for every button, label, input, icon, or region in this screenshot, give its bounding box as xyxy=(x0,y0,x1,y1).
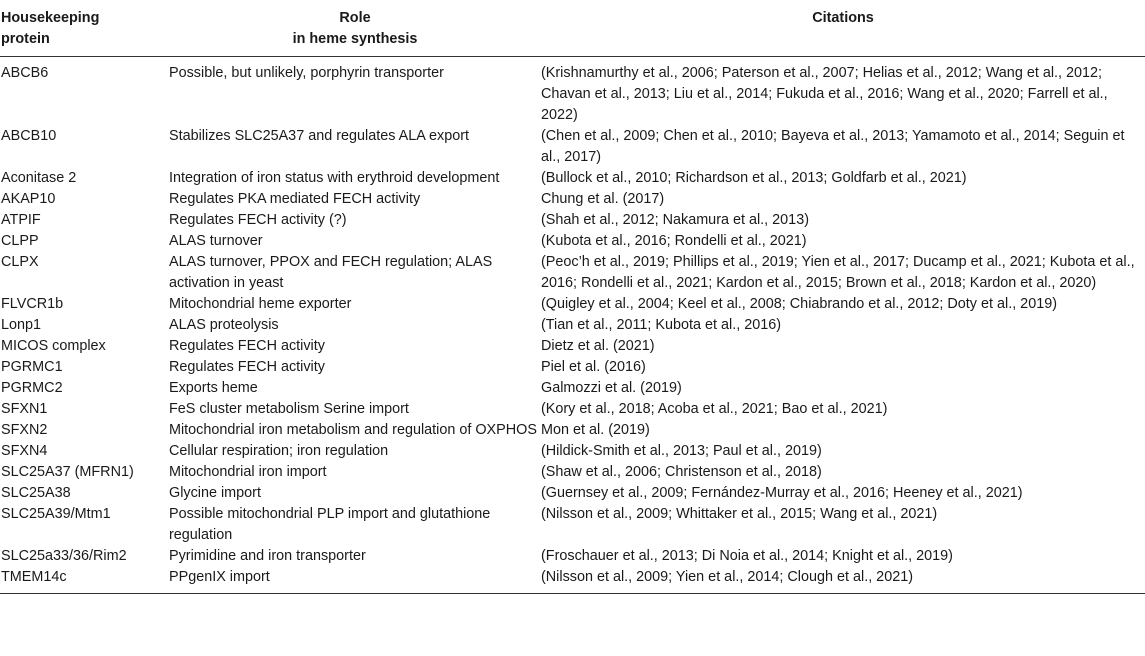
protein-cell: Aconitase 2 xyxy=(1,170,77,186)
role-cell: FeS cluster metabolism Serine import xyxy=(169,401,409,417)
citations-cell: Piel et al. (2016) xyxy=(541,359,646,375)
role-cell: Exports heme xyxy=(169,380,258,396)
table-row xyxy=(0,189,1145,210)
header-protein-line2: protein xyxy=(1,31,50,47)
table-row xyxy=(0,504,1145,546)
role-cell: ALAS turnover, PPOX and FECH regulation; ALAS activation in yeast xyxy=(169,254,493,291)
table-row xyxy=(0,441,1145,462)
table-row xyxy=(0,378,1145,399)
role-cell: Cellular respiration; iron regulation xyxy=(169,443,389,459)
role-cell: Regulates PKA mediated FECH activity xyxy=(169,191,421,207)
citations-cell: (Tian et al., 2011; Kubota et al., 2016) xyxy=(541,317,781,333)
citations-cell: (Quigley et al., 2004; Keel et al., 2008; Chiabrando et al., 2012; Doty et al., 2019) xyxy=(541,296,1057,312)
role-cell: Pyrimidine and iron transporter xyxy=(169,548,366,564)
table-row xyxy=(0,315,1145,336)
citations-cell: (Kubota et al., 2016; Rondelli et al., 2021) xyxy=(541,233,807,249)
citations-cell: Dietz et al. (2021) xyxy=(541,338,655,354)
table-row xyxy=(0,546,1145,567)
protein-cell: Lonp1 xyxy=(1,317,42,333)
protein-cell: FLVCR1b xyxy=(1,296,64,312)
citations-cell: Mon et al. (2019) xyxy=(541,422,650,438)
role-cell: Regulates FECH activity (?) xyxy=(169,212,347,228)
header-role-line1: Role xyxy=(339,10,371,26)
role-cell: Mitochondrial iron metabolism and regulation of OXPHOS xyxy=(169,422,537,438)
table-row xyxy=(0,294,1145,315)
citations-cell: (Shah et al., 2012; Nakamura et al., 2013) xyxy=(541,212,809,228)
citations-cell: (Nilsson et al., 2009; Yien et al., 2014; Clough et al., 2021) xyxy=(541,567,1145,594)
protein-cell: SLC25A37 (MFRN1) xyxy=(1,464,134,480)
header-role-line2: in heme synthesis xyxy=(292,31,418,47)
citations-cell: Chung et al. (2017) xyxy=(541,191,665,207)
citations-cell: (Nilsson et al., 2009; Whittaker et al., 2015; Wang et al., 2021) xyxy=(541,506,938,522)
protein-cell: ABCB6 xyxy=(1,65,49,81)
table-row xyxy=(0,57,1145,127)
role-cell: Mitochondrial heme exporter xyxy=(169,296,352,312)
protein-cell: PGRMC1 xyxy=(1,359,63,375)
table-body xyxy=(0,57,1145,594)
protein-cell: PGRMC2 xyxy=(1,380,63,396)
role-cell: Glycine import xyxy=(169,485,261,501)
table-row xyxy=(0,231,1145,252)
citations-cell: (Krishnamurthy et al., 2006; Paterson et al., 2007; Helias et al., 2012; Wang et al., 2012; Chavan et al., 2013; Liu et al., 2014; Fukuda et al., 2016; Wang et al., 2020; Farrell et al., 2022) xyxy=(541,65,1108,123)
table-row xyxy=(0,210,1145,231)
table-header xyxy=(0,0,1145,57)
protein-cell: MICOS complex xyxy=(1,338,106,354)
protein-cell: SFXN2 xyxy=(1,422,48,438)
protein-cell: SLC25A38 xyxy=(1,485,71,501)
role-cell: Regulates FECH activity xyxy=(169,338,325,354)
citations-cell: (Guernsey et al., 2009; Fernández-Murray et al., 2016; Heeney et al., 2021) xyxy=(541,485,1023,501)
protein-cell: ATPIF xyxy=(1,212,41,228)
role-cell: Integration of iron status with erythroid development xyxy=(169,170,500,186)
protein-cell: CLPX xyxy=(1,254,39,270)
role-cell: Mitochondrial iron import xyxy=(169,464,327,480)
table-row xyxy=(0,420,1145,441)
role-cell: Possible, but unlikely, porphyrin transporter xyxy=(169,65,444,81)
header-protein xyxy=(0,0,169,57)
role-cell: ALAS turnover xyxy=(169,233,263,249)
protein-cell: TMEM14c xyxy=(0,567,169,594)
table-row xyxy=(0,483,1145,504)
header-citations: Citations xyxy=(541,0,1145,57)
table-row xyxy=(0,462,1145,483)
table-row xyxy=(0,357,1145,378)
table-row xyxy=(0,126,1145,168)
header-role xyxy=(169,0,541,57)
citations-cell: (Hildick-Smith et al., 2013; Paul et al., 2019) xyxy=(541,443,822,459)
citations-cell: (Kory et al., 2018; Acoba et al., 2021; Bao et al., 2021) xyxy=(541,401,888,417)
role-cell: ALAS proteolysis xyxy=(169,317,279,333)
table-row xyxy=(0,168,1145,189)
citations-cell: (Bullock et al., 2010; Richardson et al., 2013; Goldfarb et al., 2021) xyxy=(541,170,967,186)
header-row xyxy=(0,0,1145,57)
citations-cell: (Shaw et al., 2006; Christenson et al., 2018) xyxy=(541,464,822,480)
role-cell: PPgenIX import xyxy=(169,567,541,594)
protein-cell: SLC25a33/36/Rim2 xyxy=(1,548,127,564)
citations-cell: (Chen et al., 2009; Chen et al., 2010; Bayeva et al., 2013; Yamamoto et al., 2014; Seguin et al., 2017) xyxy=(541,128,1125,165)
protein-cell: SFXN4 xyxy=(1,443,48,459)
role-cell: Possible mitochondrial PLP import and glutathione regulation xyxy=(169,506,491,543)
role-cell: Stabilizes SLC25A37 and regulates ALA export xyxy=(169,128,470,144)
protein-cell: ABCB10 xyxy=(1,128,57,144)
citations-cell: Galmozzi et al. (2019) xyxy=(541,380,682,396)
table-row xyxy=(0,399,1145,420)
citations-cell: (Peoc’h et al., 2019; Phillips et al., 2019; Yien et al., 2017; Ducamp et al., 2021; Kubota et al., 2016; Rondelli et al., 2021; Kardon et al., 2015; Brown et al., 2018; Kardon et al., 2020) xyxy=(541,254,1135,291)
table-row xyxy=(0,336,1145,357)
protein-cell: SLC25A39/Mtm1 xyxy=(1,506,111,522)
header-protein-line1: Housekeeping xyxy=(1,10,100,26)
role-cell: Regulates FECH activity xyxy=(169,359,325,375)
table-row xyxy=(0,252,1145,294)
citations-cell: (Froschauer et al., 2013; Di Noia et al., 2014; Knight et al., 2019) xyxy=(541,548,953,564)
protein-cell: AKAP10 xyxy=(1,191,56,207)
protein-cell: CLPP xyxy=(1,233,39,249)
table-row xyxy=(0,567,1145,594)
protein-cell: SFXN1 xyxy=(1,401,48,417)
